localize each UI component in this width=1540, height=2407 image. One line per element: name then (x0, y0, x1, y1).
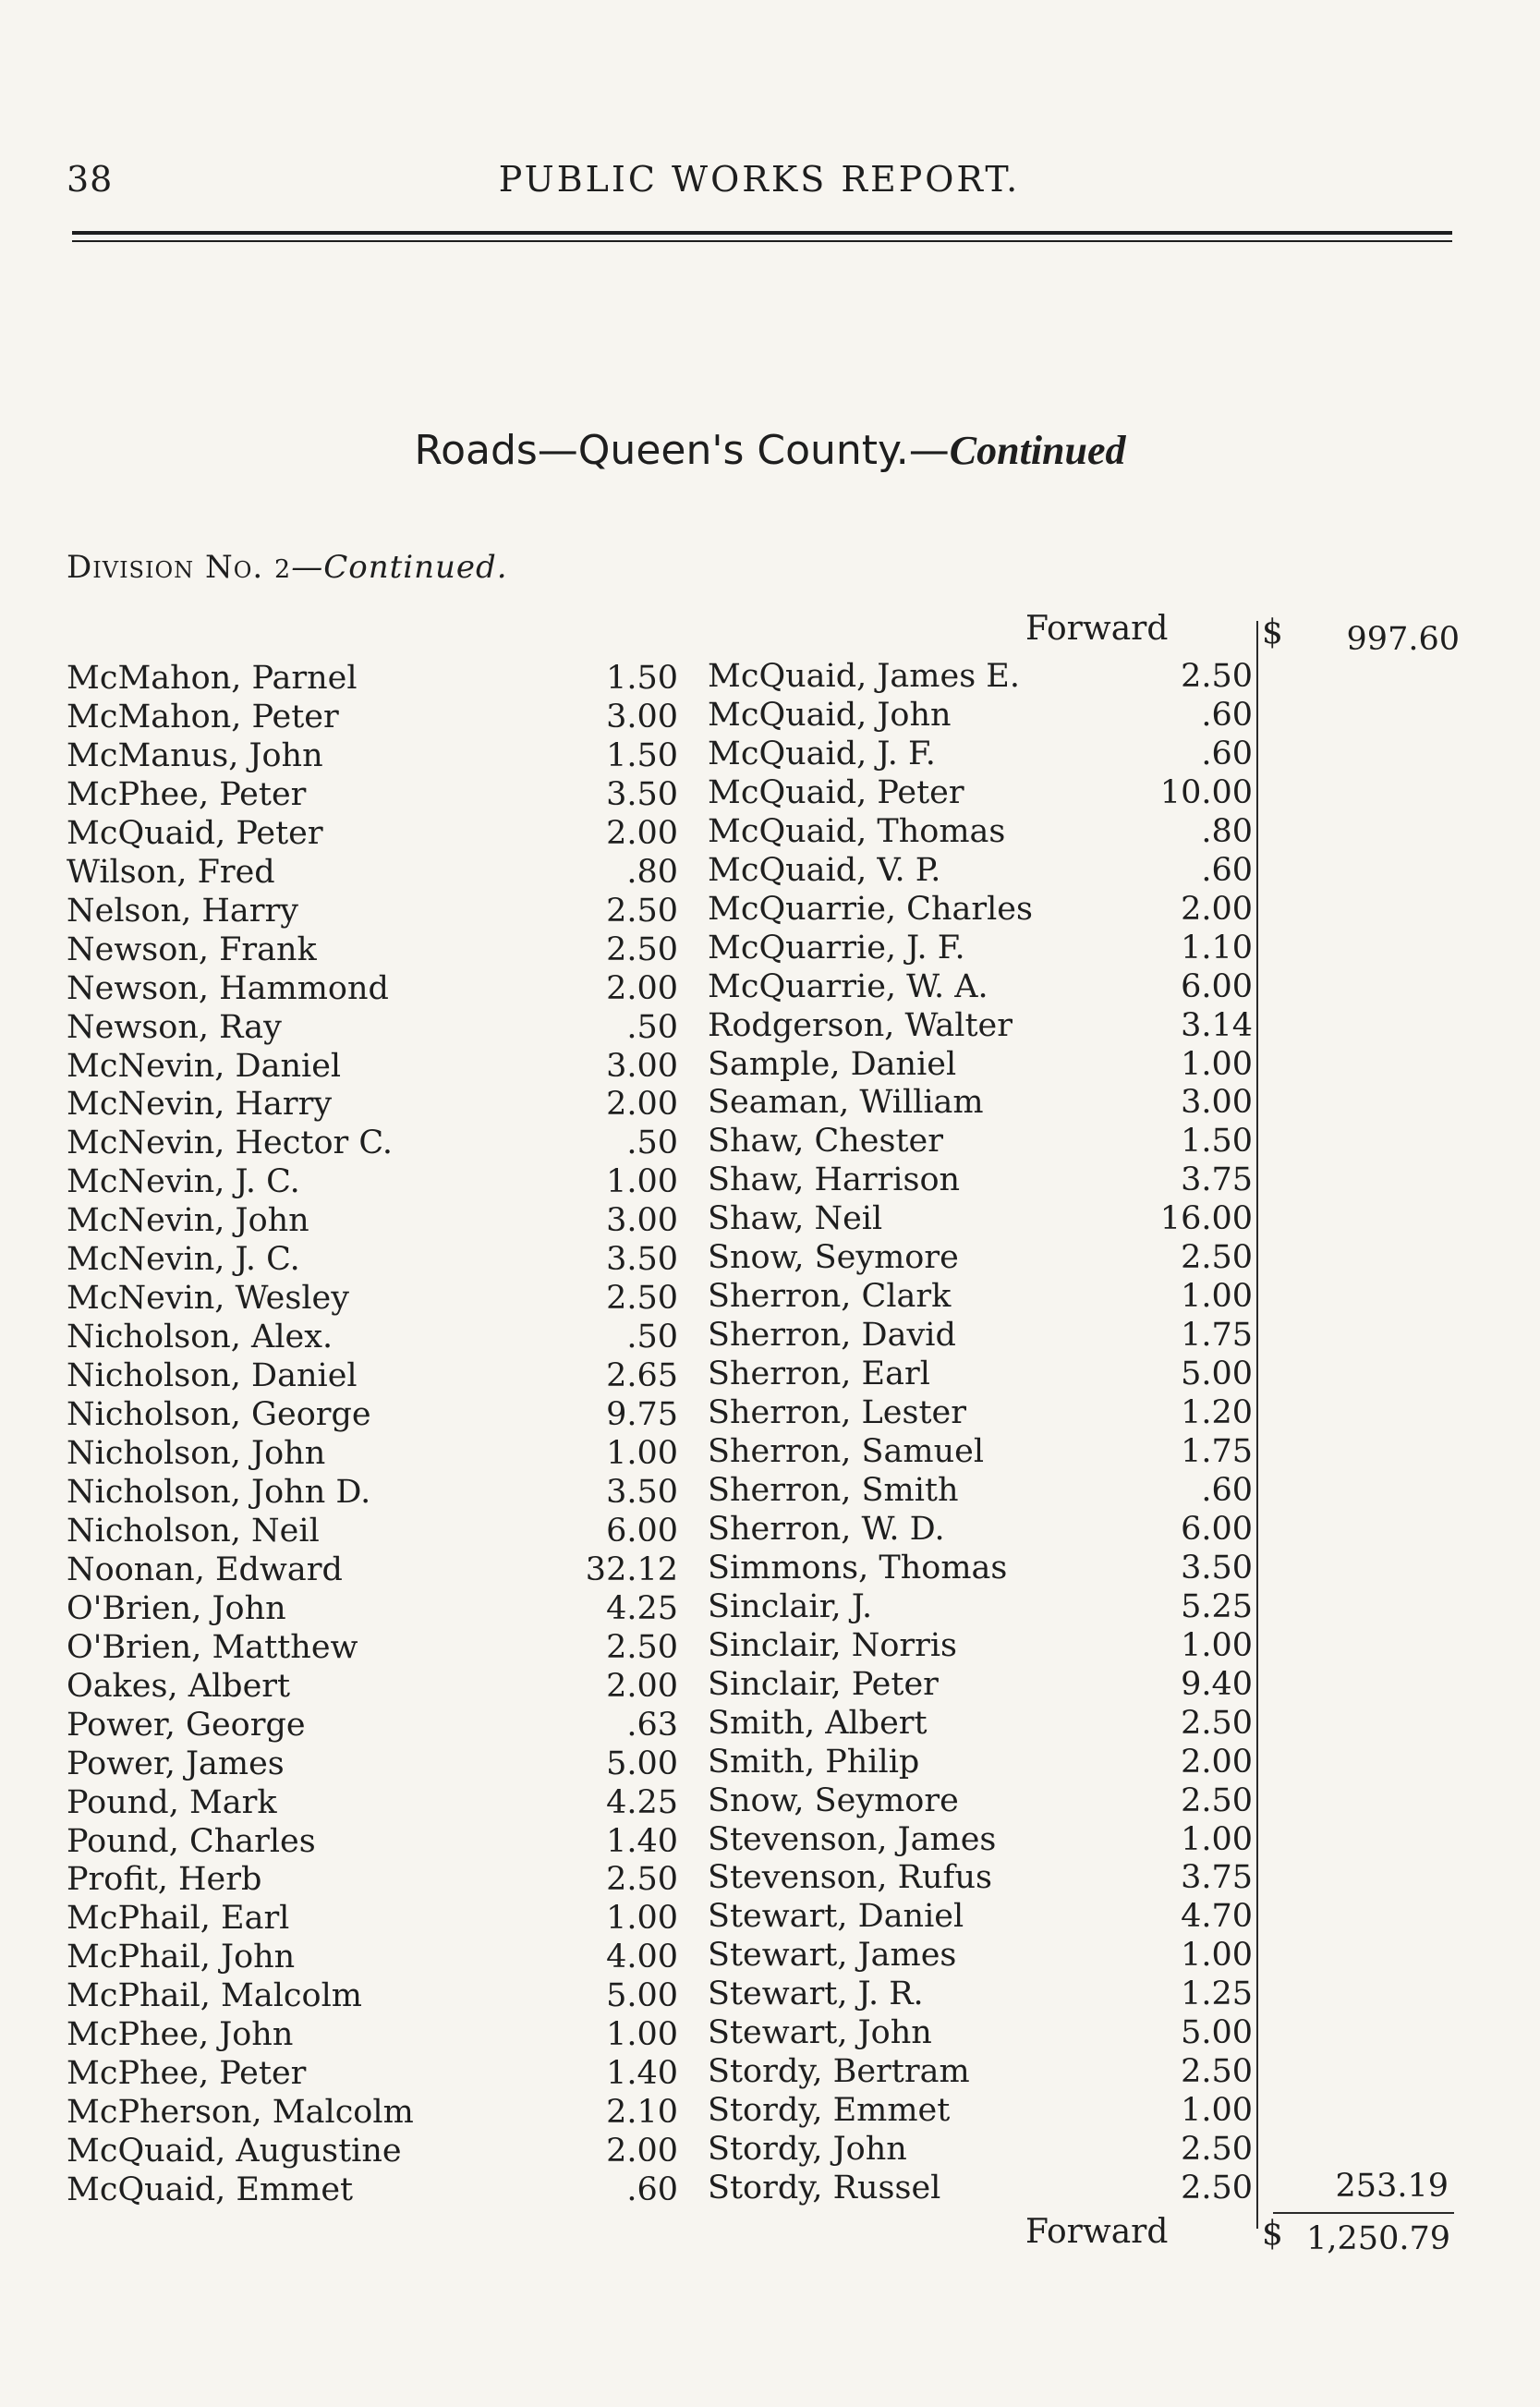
entry-amount: 1.00 (606, 2016, 678, 2054)
entry-amount: 1.40 (606, 2055, 678, 2093)
entry-name: McNevin, Daniel (67, 1047, 342, 1085)
entry-name: McQuaid, Thomas (708, 812, 1006, 850)
entry-name: Noonan, Edward (67, 1550, 343, 1588)
entry-amount: 1.00 (1181, 1278, 1253, 1316)
entry-amount: 2.50 (1181, 2053, 1253, 2091)
forward-in-dollar-sign: $ (1262, 614, 1283, 651)
entry-amount: 10.00 (1159, 773, 1253, 811)
page-number: 38 (67, 159, 114, 200)
entry-name: Sample, Daniel (708, 1045, 957, 1083)
entry-name: McNevin, Wesley (67, 1280, 350, 1318)
entry-name: Newson, Ray (67, 1008, 282, 1046)
entry-amount: 3.00 (606, 1047, 678, 1085)
entry-amount: .60 (1201, 735, 1253, 772)
entry-amount: 2.00 (606, 2133, 678, 2170)
entry-amount: 3.50 (606, 775, 678, 813)
page-subtotal: 253.19 (1335, 2168, 1449, 2205)
entry-amount: 2.50 (606, 1861, 678, 1899)
entry-name: Power, James (67, 1744, 285, 1782)
entry-amount: 1.10 (1181, 929, 1253, 966)
entry-amount: 1.75 (1181, 1433, 1253, 1470)
entry-amount: .50 (626, 1124, 678, 1162)
entry-name: Simmons, Thomas (708, 1549, 1008, 1586)
entry-name: McMahon, Peter (67, 698, 339, 735)
entry-amount: 5.00 (606, 1744, 678, 1782)
entry-amount: .60 (1201, 696, 1253, 734)
entry-name: Sinclair, Norris (708, 1626, 958, 1664)
entry-amount: 1.00 (1181, 2092, 1253, 2130)
division-continued: —Continued. (291, 549, 508, 586)
entry-amount: 16.00 (1159, 1200, 1253, 1238)
entry-name: McPhail, Malcolm (67, 1977, 362, 2015)
entry-amount: 2.50 (1181, 1781, 1253, 1819)
entry-amount: 2.50 (606, 1280, 678, 1318)
entry-name: Sherron, Earl (708, 1355, 930, 1393)
forward-out-amount: 1,250.79 (1306, 2220, 1450, 2257)
entry-name: Shaw, Chester (708, 1123, 943, 1161)
entry-amount: 2.50 (606, 1628, 678, 1666)
entry-name: McPherson, Malcolm (67, 2094, 414, 2132)
entry-amount: 1.25 (1181, 1975, 1253, 2013)
entry-name: Nelson, Harry (67, 892, 298, 930)
entry-amount: 6.00 (1181, 1510, 1253, 1548)
entry-name: Stewart, Daniel (708, 1898, 964, 1936)
entry-name: McManus, John (67, 736, 323, 774)
entry-name: Nicholson, Alex. (67, 1319, 333, 1356)
entry-name: Wilson, Fred (67, 853, 275, 891)
entry-name: McNevin, John (67, 1202, 309, 1240)
division-label: Division No. (67, 549, 264, 586)
entry-name: Seaman, William (708, 1084, 984, 1122)
entry-amount: 6.00 (1181, 967, 1253, 1005)
header-rule-thick (72, 231, 1452, 235)
entry-name: Stevenson, James (708, 1820, 997, 1858)
entry-name: Shaw, Harrison (708, 1161, 961, 1199)
entry-name: Power, George (67, 1706, 306, 1744)
division-heading (67, 549, 508, 586)
entry-amount: 1.00 (606, 1900, 678, 1938)
entry-name: McNevin, J. C. (67, 1163, 300, 1201)
entry-amount: 1.75 (1181, 1317, 1253, 1355)
entry-amount: .50 (626, 1008, 678, 1046)
entry-name: Sherron, Clark (708, 1278, 952, 1316)
entry-name: Nicholson, George (67, 1396, 371, 1434)
entry-name: McQuarrie, Charles (708, 890, 1033, 928)
entry-name: Stewart, John (708, 2014, 932, 2052)
entry-amount: 5.25 (1181, 1587, 1253, 1625)
entry-amount: 2.50 (1181, 658, 1253, 695)
section-title-main: Roads—Queen's County.— (414, 427, 950, 474)
entry-amount: 3.75 (1181, 1859, 1253, 1897)
entry-amount: 2.00 (606, 1086, 678, 1124)
amount-column-rule (1256, 621, 1258, 2229)
entry-name: Nicholson, John (67, 1435, 326, 1472)
entry-amount: .60 (1201, 851, 1253, 889)
entry-name: Snow, Seymore (708, 1239, 959, 1277)
entry-name: Stewart, J. R. (708, 1975, 924, 2013)
entry-amount: 9.75 (606, 1396, 678, 1434)
entry-name: Nicholson, Neil (67, 1512, 320, 1550)
entry-name: McQuaid, James E. (708, 658, 1020, 695)
entry-amount: 4.00 (606, 1939, 678, 1976)
entry-name: McQuaid, Augustine (67, 2133, 402, 2170)
entry-name: Stewart, James (708, 1937, 957, 1975)
entry-amount: 2.50 (1181, 1239, 1253, 1277)
entry-amount: 3.75 (1181, 1161, 1253, 1199)
entry-name: McQuarrie, J. F. (708, 929, 965, 966)
entry-amount: 1.00 (1181, 1045, 1253, 1083)
header-rule-thin (72, 240, 1452, 242)
entry-amount: 2.65 (606, 1357, 678, 1395)
entry-name: O'Brien, John (67, 1589, 286, 1627)
entry-name: McQuaid, Peter (67, 814, 323, 852)
entry-amount: 1.40 (606, 1822, 678, 1860)
entry-amount: 5.00 (606, 1977, 678, 2015)
entry-amount: 1.00 (606, 1435, 678, 1472)
entry-name: McNevin, Harry (67, 1086, 333, 1124)
entry-name: Sinclair, Peter (708, 1665, 939, 1703)
entry-amount: 2.00 (606, 969, 678, 1007)
entry-name: McPhee, Peter (67, 775, 307, 813)
entry-name: Smith, Philip (708, 1743, 920, 1781)
entry-amount: 2.50 (606, 930, 678, 968)
entry-amount: 9.40 (1181, 1665, 1253, 1703)
entry-name: O'Brien, Matthew (67, 1628, 358, 1666)
running-head (67, 159, 1452, 205)
entry-name: McQuaid, J. F. (708, 735, 936, 772)
entry-amount: 3.00 (606, 698, 678, 735)
entry-name: McQuaid, V. P. (708, 851, 941, 889)
entry-amount: 3.50 (1181, 1549, 1253, 1586)
entry-amount: 2.50 (1181, 2170, 1253, 2207)
entry-amount: 32.12 (585, 1550, 678, 1588)
entry-amount: 3.14 (1181, 1006, 1253, 1044)
entry-name: McPhee, Peter (67, 2055, 307, 2093)
entry-name: McNevin, J. C. (67, 1241, 300, 1279)
entry-amount: 6.00 (606, 1512, 678, 1550)
section-title-continued: Continued (949, 428, 1126, 473)
entry-name: Nicholson, Daniel (67, 1357, 358, 1395)
entry-name: McQuaid, Peter (708, 773, 964, 811)
forward-in-label: Forward (1025, 610, 1169, 648)
entry-amount: 5.00 (1181, 2014, 1253, 2052)
entry-amount: 1.20 (1181, 1394, 1253, 1432)
entry-amount: 2.50 (1181, 2131, 1253, 2169)
entry-amount: 4.25 (606, 1589, 678, 1627)
entry-amount: 2.00 (606, 814, 678, 852)
entry-name: McMahon, Parnel (67, 660, 358, 697)
entry-name: Stordy, Bertram (708, 2053, 970, 2091)
entry-amount: .50 (626, 1319, 678, 1356)
entry-amount: .60 (1201, 1471, 1253, 1509)
entry-amount: 1.50 (606, 736, 678, 774)
entry-name: Pound, Mark (67, 1783, 277, 1821)
forward-in-amount: 997.60 (1346, 621, 1460, 658)
entry-name: McQuaid, Emmet (67, 2171, 354, 2209)
entry-amount: .63 (626, 1706, 678, 1744)
entry-amount: 3.00 (1181, 1084, 1253, 1122)
entry-name: McQuaid, John (708, 696, 952, 734)
entry-amount: 1.00 (1181, 1937, 1253, 1975)
entry-name: Stordy, John (708, 2131, 907, 2169)
entry-amount: 3.50 (606, 1473, 678, 1511)
section-title (0, 427, 1540, 474)
division-number: 2 (274, 555, 292, 584)
entry-name: Profit, Herb (67, 1861, 262, 1899)
entry-amount: 2.00 (1181, 1743, 1253, 1781)
entry-name: McPhee, John (67, 2016, 294, 2054)
entry-name: Sherron, Samuel (708, 1433, 985, 1470)
entry-name: Newson, Hammond (67, 969, 389, 1007)
entry-name: Oakes, Albert (67, 1667, 291, 1705)
entry-name: Stevenson, Rufus (708, 1859, 992, 1897)
entry-name: Nicholson, John D. (67, 1473, 371, 1511)
entry-amount: .80 (1201, 812, 1253, 850)
entry-amount: 2.50 (606, 892, 678, 930)
entry-amount: 4.25 (606, 1783, 678, 1821)
entry-name: Sherron, Lester (708, 1394, 966, 1432)
entry-amount: 2.00 (606, 1667, 678, 1705)
entry-name: McPhail, Earl (67, 1900, 290, 1938)
entry-amount: 3.00 (606, 1202, 678, 1240)
entry-name: McQuarrie, W. A. (708, 967, 988, 1005)
entry-name: Stordy, Russel (708, 2170, 941, 2207)
sum-rule (1273, 2212, 1454, 2214)
entry-amount: 2.00 (1181, 890, 1253, 928)
entry-name: Sherron, W. D. (708, 1510, 945, 1548)
entry-amount: 1.00 (1181, 1820, 1253, 1858)
entry-name: Newson, Frank (67, 930, 317, 968)
entry-name: Pound, Charles (67, 1822, 316, 1860)
entry-name: Sinclair, J. (708, 1587, 873, 1625)
report-title: PUBLIC WORKS REPORT. (498, 159, 1021, 200)
entry-amount: 5.00 (1181, 1355, 1253, 1393)
entry-name: Sherron, Smith (708, 1471, 959, 1509)
entry-name: Rodgerson, Walter (708, 1006, 1013, 1044)
entry-amount: 3.50 (606, 1241, 678, 1279)
entry-amount: 1.00 (606, 1163, 678, 1201)
entry-amount: 4.70 (1181, 1898, 1253, 1936)
forward-out-label: Forward (1025, 2213, 1169, 2251)
entry-name: Smith, Albert (708, 1704, 928, 1742)
entry-name: McPhail, John (67, 1939, 296, 1976)
entry-amount: .80 (626, 853, 678, 891)
entry-amount: 1.00 (1181, 1626, 1253, 1664)
forward-out-dollar-sign: $ (1262, 2215, 1283, 2253)
entry-name: Snow, Seymore (708, 1781, 959, 1819)
entry-name: McNevin, Hector C. (67, 1124, 394, 1162)
entry-amount: 1.50 (1181, 1123, 1253, 1161)
entry-name: Sherron, David (708, 1317, 956, 1355)
entry-amount: .60 (626, 2171, 678, 2209)
entry-name: Shaw, Neil (708, 1200, 883, 1238)
entry-amount: 2.10 (606, 2094, 678, 2132)
entry-amount: 1.50 (606, 660, 678, 697)
entry-name: Stordy, Emmet (708, 2092, 951, 2130)
entry-amount: 2.50 (1181, 1704, 1253, 1742)
